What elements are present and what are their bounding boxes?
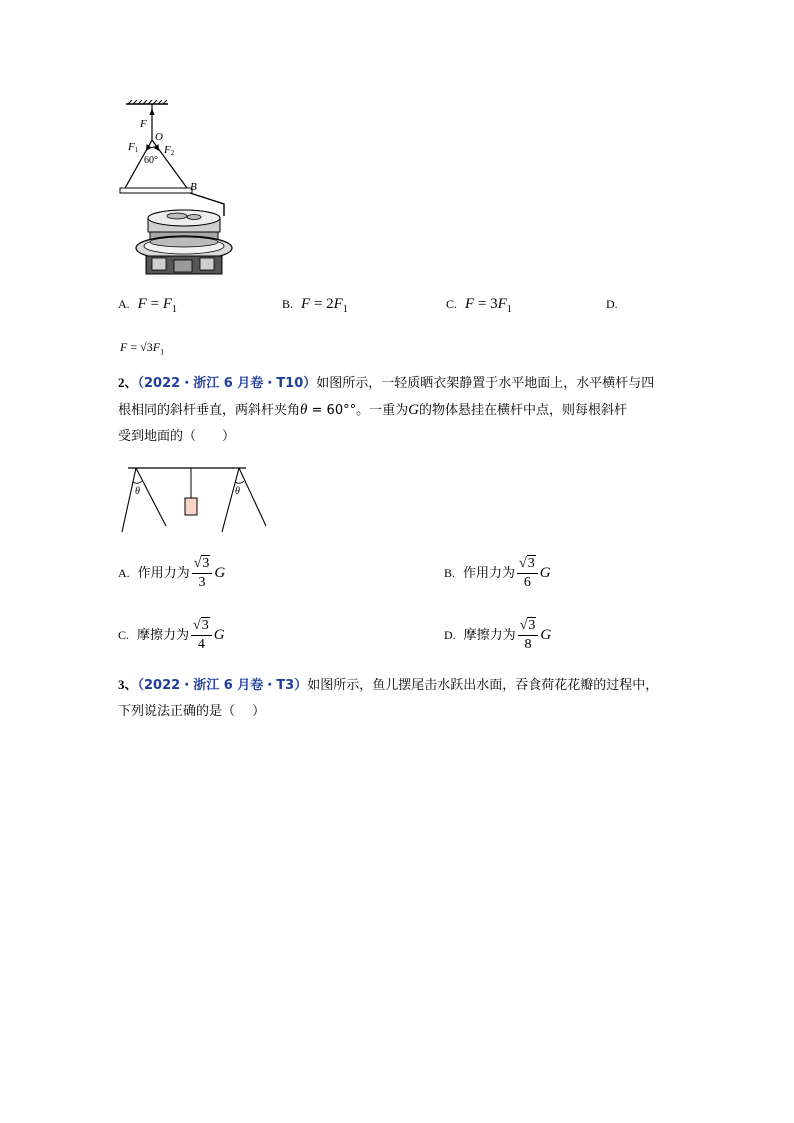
q2-line-3: 受到地面的（ ） [118,429,236,444]
q2-source: （2022・浙江 6 月卷・T10） [137,376,317,391]
q1-option-d[interactable] [606,294,626,315]
option-letter: C. [446,297,458,311]
q2-line-2: 根相同的斜杆垂直，两斜杆夹角θ = 60°°。一重为G的物体悬挂在横杆中点，则每根斜杆 [118,402,627,418]
svg-text:F2 [163,144,175,157]
label-f1: F [128,141,135,153]
theta-left: θ [135,486,140,497]
option-letter: B. [282,297,294,311]
label-f1-sub: 1 [134,146,139,154]
fraction: $\frac{√3}{8}$ [518,618,539,653]
q3-source: （2022・浙江 6 月卷・T3） [137,678,308,693]
label-f: F [140,118,147,130]
fraction: $\frac{√3}{6}$ [517,556,538,591]
q2-line-1: 2、（2022・浙江 6 月卷・T10）如图所示，一轻质晒衣架静置于水平地面上，水平横杆与四 [118,375,655,391]
clothes-rack-figure [114,464,268,536]
q1-option-c[interactable]: C. $F = 3F_1$ [446,296,512,315]
fraction: $\frac{√3}{4}$ [191,618,212,653]
option-letter: C. [118,628,130,642]
label-f2-sub: 2 [170,149,175,157]
q2-option-a[interactable]: A. 作用力为 $\frac{√3}{3}$ G [118,556,226,590]
option-letter: A. [118,566,130,580]
q3-number: 3、 [118,677,138,692]
option-letter: B. [444,566,456,580]
q3-line-2: 下列说法正确的是（ ） [118,704,266,719]
option-letter: D. [444,628,456,642]
q3-line-1: 3、（2022・浙江 6 月卷・T3）如图所示，鱼儿摆尾击水跃出水面，吞食荷花花瓣的过程中， [118,677,659,693]
q2-number: 2、 [118,375,138,390]
q2-option-d[interactable]: D. 摩擦力为 $\frac{√3}{8}$ G [444,618,552,652]
q3-stem [118,672,658,725]
fraction: $\frac{√3}{3}$ [192,556,213,591]
q2-stem [118,370,654,450]
svg-text:F1 [127,141,139,154]
label-f2: F [164,144,171,156]
hanging-weight [185,498,197,515]
q2-option-c[interactable]: C. 摩擦力为 $\frac{√3}{4}$ G [118,618,225,652]
option-letter: A. [118,297,130,311]
q2-option-b[interactable]: B. 作用力为 $\frac{√3}{6}$ G [444,556,551,590]
theta-right: θ [235,486,240,497]
q1-option-d-expression: $F = √3F_1$ [120,340,165,357]
label-angle: 60° [144,155,158,166]
label-o: O [155,131,163,143]
q1-option-a[interactable]: A. $F = F_1$ [118,296,177,315]
label-b: B [190,181,197,193]
q1-option-b[interactable]: B. $F = 2F_1$ [282,296,348,315]
millstone-figure [112,100,242,280]
option-letter: D. [606,297,618,311]
